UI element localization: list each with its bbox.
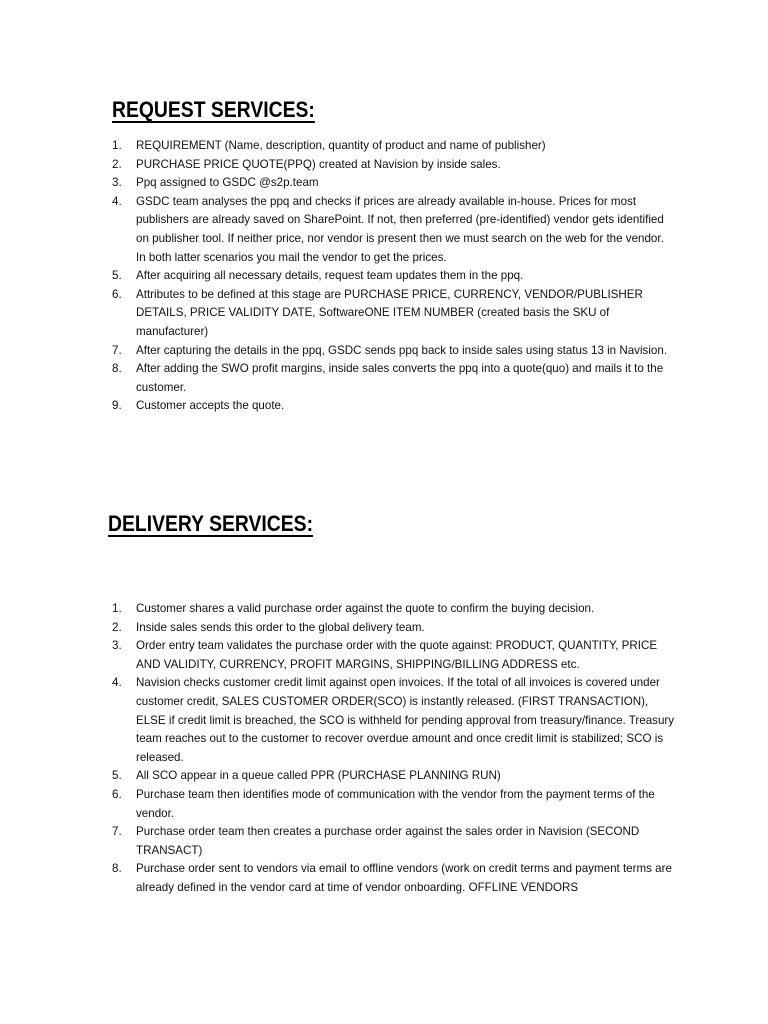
delivery-step-3 <box>112 637 676 674</box>
step-text: Order entry team validates the purchase order with the quote against: PRODUCT, QUANTITY, PRICE AND VALIDITY, CURRENCY, PROFIT MARGINS, SHIPPING/BILLING ADDRESS etc. <box>136 639 658 671</box>
step-number: 1. <box>112 602 122 615</box>
step-number: 8. <box>112 862 122 876</box>
request-step-5 <box>112 267 676 286</box>
delivery-step-8 <box>112 860 676 897</box>
step-number: 2. <box>112 620 122 634</box>
delivery-step-7 <box>112 823 676 860</box>
request-step-3 <box>112 174 676 193</box>
step-text: Customer accepts the quote. <box>136 399 285 413</box>
step-text: All SCO appear in a queue called PPR (PURCHASE PLANNING RUN) <box>136 769 501 783</box>
step-number: 3. <box>112 176 122 190</box>
request-services-list <box>112 137 676 416</box>
delivery-services-heading: DELIVERY SERVICES: <box>108 511 314 536</box>
step-text: Purchase order sent to vendors via email to offline vendors (work on credit terms and payment terms are already defined in the vendor card at time of vendor onboarding. OFFLINE VENDORS <box>136 862 672 894</box>
request-step-7 <box>112 342 676 361</box>
step-number: 4. <box>112 194 122 208</box>
request-step-8 <box>112 360 676 397</box>
step-text: REQUIREMENT (Name, description, quantity of product and name of publisher) <box>136 139 546 152</box>
step-number: 2. <box>112 157 122 171</box>
step-number: 9. <box>112 399 122 413</box>
request-step-6 <box>112 286 676 342</box>
request-step-2 <box>112 156 676 175</box>
delivery-services-list <box>112 600 676 898</box>
delivery-step-2 <box>112 619 676 638</box>
step-text: Ppq assigned to GSDC @s2p.team <box>136 176 319 190</box>
delivery-step-5 <box>112 767 676 786</box>
request-services-heading: REQUEST SERVICES: <box>112 97 315 122</box>
step-text: After capturing the details in the ppq, GSDC sends ppq back to inside sales using status 13 in Navision. <box>136 343 668 357</box>
step-text: Purchase team then identifies mode of communication with the vendor from the payment terms of the vendor. <box>136 787 655 820</box>
step-text: Attributes to be defined at this stage are PURCHASE PRICE, CURRENCY, VENDOR/PUBLISHER DETAILS, PRICE VALIDITY DATE, SoftwareONE ITEM NUMBER (created basis the SKU of manufacturer) <box>136 287 643 338</box>
delivery-step-1 <box>112 600 676 619</box>
step-number: 1. <box>112 139 122 152</box>
step-text: After acquiring all necessary details, request team updates them in the ppq. <box>136 269 524 283</box>
step-text: After adding the SWO profit margins, inside sales converts the ppq into a quote(quo) and mails it to the customer. <box>136 362 664 394</box>
step-text: Customer shares a valid purchase order against the quote to confirm the buying decision. <box>136 602 595 615</box>
step-number: 6. <box>112 287 122 301</box>
request-step-4 <box>112 193 676 267</box>
step-text: PURCHASE PRICE QUOTE(PPQ) created at Navision by inside sales. <box>136 157 501 171</box>
step-number: 5. <box>112 269 122 283</box>
step-number: 4. <box>112 676 122 690</box>
delivery-step-4 <box>112 674 676 767</box>
request-step-1 <box>112 137 676 156</box>
step-text: Inside sales sends this order to the global delivery team. <box>136 620 425 634</box>
step-number: 7. <box>112 343 122 357</box>
delivery-step-6 <box>112 786 676 823</box>
step-text: GSDC team analyses the ppq and checks if prices are already available in-house. Prices for most publishers are already saved on SharePoint. If not, then preferred (pre-identified) vendor gets identified on publisher tool. If neither price, nor vendor is present then we must search on the web for the vendor. In both latter scenarios you mail the vendor to get the prices. <box>136 194 664 264</box>
step-number: 3. <box>112 639 122 653</box>
step-text: Purchase order team then creates a purchase order against the sales order in Navision (SECOND TRANSACT) <box>136 825 640 857</box>
step-number: 8. <box>112 362 122 376</box>
step-number: 6. <box>112 787 122 801</box>
step-number: 7. <box>112 825 122 839</box>
step-text: Navision checks customer credit limit against open invoices. If the total of all invoices is covered under customer credit, SALES CUSTOMER ORDER(SCO) is instantly released. (FIRST TRANSACTION), ELSE if credit limit is breached, the SCO is withheld for pending approval from treasury/finance. Treasury team reaches out to the customer to recover overdue amount and once credit limit is stabilized; SCO is released. <box>136 676 675 764</box>
request-step-9 <box>112 397 676 416</box>
step-number: 5. <box>112 769 122 783</box>
